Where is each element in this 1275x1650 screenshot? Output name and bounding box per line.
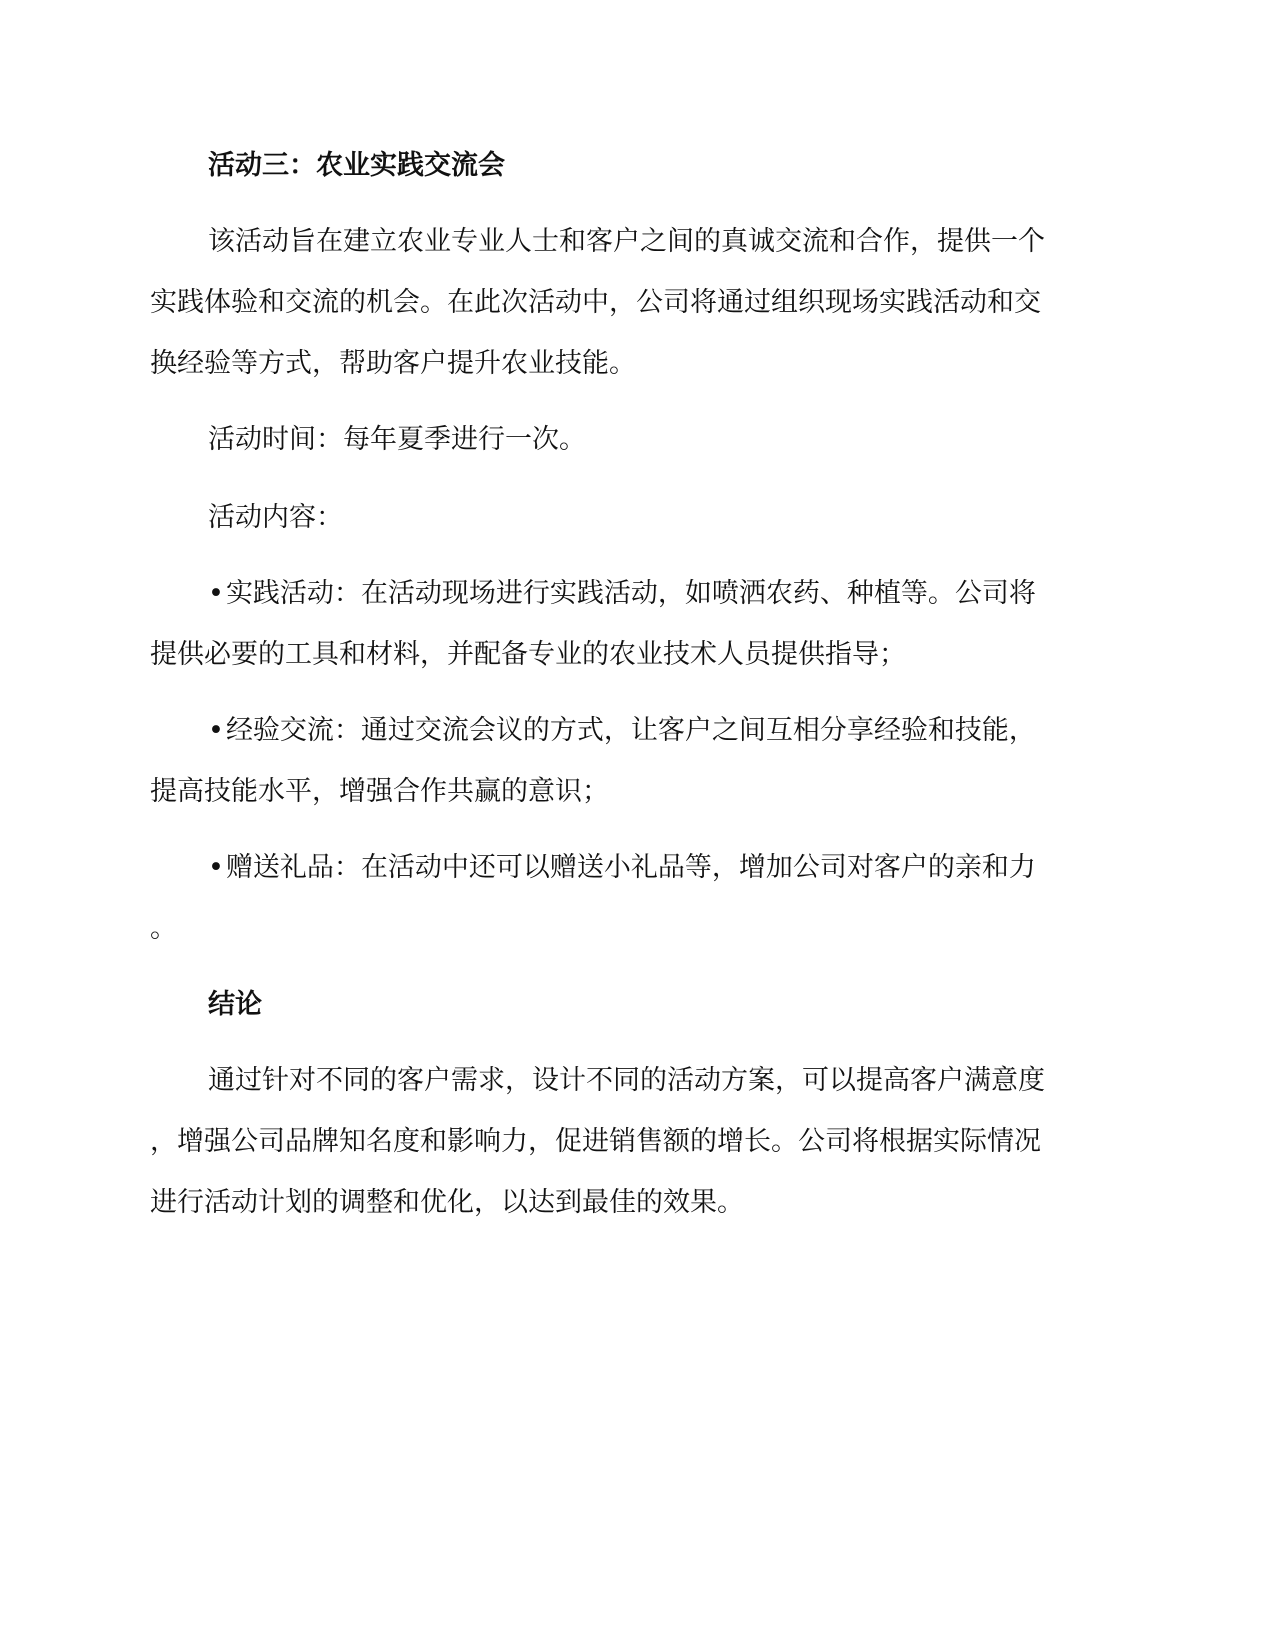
conclusion-line-3: 进行活动计划的调整和优化，以达到最佳的效果。 [150, 1187, 744, 1218]
bullet-text: 实践活动：在活动现场进行实践活动，如喷洒农药、种植等。公司将 [225, 578, 1036, 609]
bullet-text: 赠送礼品：在活动中还可以赠送小礼品等，增加公司对客户的亲和力 [225, 852, 1036, 883]
bullet-icon: • [208, 852, 224, 883]
bullet-item-3 [208, 850, 1108, 886]
intro-line-1: 该活动旨在建立农业专业人士和客户之间的真诚交流和合作，提供一个 [208, 226, 1045, 257]
bullet-item-1-continuation: 提供必要的工具和材料，并配备专业的农业技术人员提供指导； [150, 639, 906, 670]
bullet-icon: • [208, 715, 224, 746]
intro-line-2: 实践体验和交流的机会。在此次活动中，公司将通过组织现场实践活动和交 [150, 287, 1041, 318]
bullet-item-3-continuation: 。 [150, 913, 177, 944]
bullet-item-2-continuation: 提高技能水平，增强合作共赢的意识； [150, 776, 609, 807]
activity-content-label: 活动内容： [208, 502, 343, 533]
bullet-item-2 [208, 713, 1108, 749]
conclusion-line-1: 通过针对不同的客户需求，设计不同的活动方案，可以提高客户满意度 [208, 1065, 1045, 1096]
conclusion-heading: 结论 [208, 989, 262, 1020]
bullet-text: 经验交流：通过交流会议的方式，让客户之间互相分享经验和技能， [225, 715, 1036, 746]
activity-time: 活动时间：每年夏季进行一次。 [208, 424, 586, 455]
bullet-item-1 [208, 576, 1108, 612]
bullet-icon: • [208, 578, 224, 609]
section-heading: 活动三：农业实践交流会 [208, 150, 505, 181]
conclusion-line-2: ，增强公司品牌知名度和影响力，促进销售额的增长。公司将根据实际情况 [150, 1126, 1041, 1157]
intro-line-3: 换经验等方式，帮助客户提升农业技能。 [150, 348, 636, 379]
